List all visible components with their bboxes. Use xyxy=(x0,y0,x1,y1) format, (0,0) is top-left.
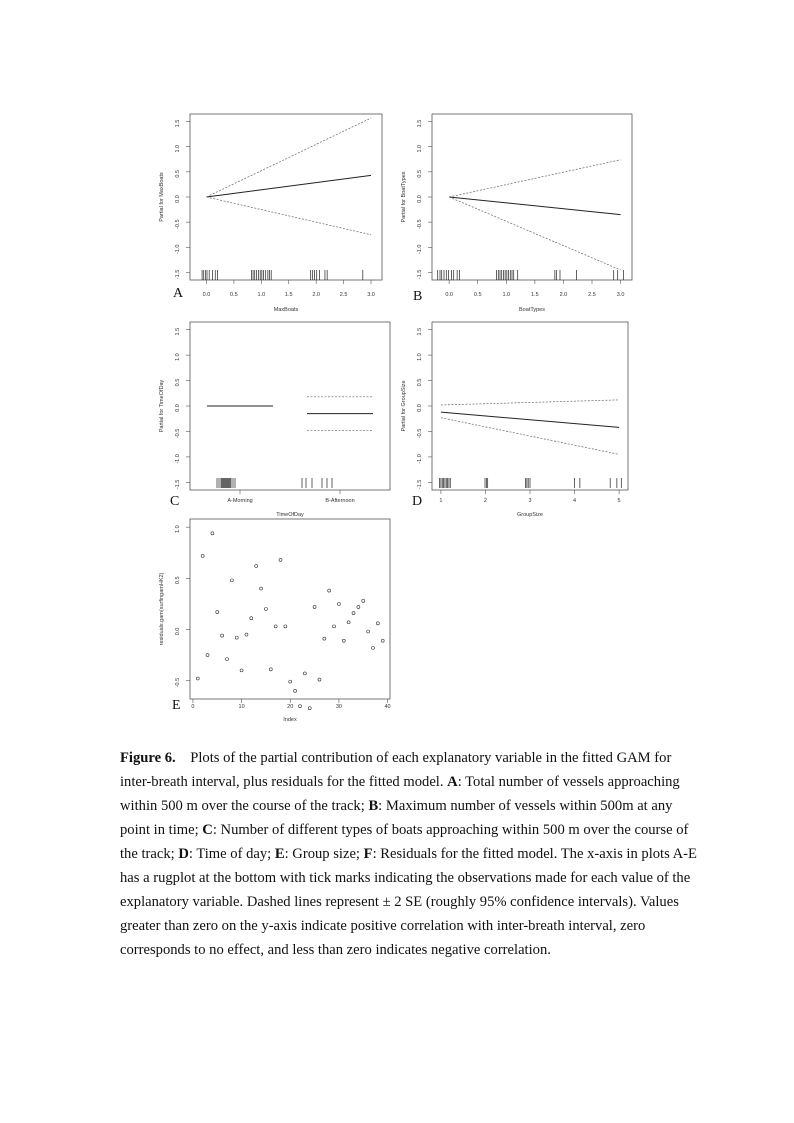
x-tick-label: A-Morning xyxy=(227,498,253,504)
x-axis-label: GroupSize xyxy=(517,512,543,518)
residual-point xyxy=(333,625,336,628)
x-tick-label: 0.5 xyxy=(230,292,238,298)
y-axis-label: Partial for GroupSize xyxy=(401,380,407,432)
y-tick-label: 1.5 xyxy=(175,327,181,336)
x-tick-label: 3 xyxy=(528,498,532,504)
figure-caption xyxy=(120,746,700,962)
x-tick-label: 1.0 xyxy=(257,292,266,298)
x-tick-label: 40 xyxy=(384,704,391,710)
y-tick-label: 0.0 xyxy=(417,404,423,412)
x-tick-label: 2.5 xyxy=(588,292,596,298)
y-tick-label: 0.5 xyxy=(175,170,181,178)
x-tick-label: 4 xyxy=(573,498,577,504)
residual-point xyxy=(347,621,350,624)
residual-point xyxy=(264,608,267,611)
residual-point xyxy=(274,625,277,628)
x-tick-label: 3.0 xyxy=(367,292,375,298)
x-tick-label: 5 xyxy=(617,498,621,504)
residual-point xyxy=(289,680,292,683)
confidence-band-line xyxy=(206,197,371,235)
plot-panel-b xyxy=(392,110,642,320)
residual-point xyxy=(352,612,355,615)
caption-text-f: : Residuals for the fitted model. The x-axis in plots A-E has a rugplot at the bottom with tick marks indicating the observations made for each value of the explanatory variable. Dashed lines represent ± 2 SE (roughly 95% confidence intervals). Values greater than zero on the y-axis indicate positive correlation with inter-breath interval, zero corresponds to no effect, and less than zero indicates negative correlation. xyxy=(120,846,697,958)
x-tick-label: 0 xyxy=(191,704,195,710)
residual-point xyxy=(303,672,306,675)
y-tick-label: 1.0 xyxy=(175,144,181,153)
y-tick-label: 1.0 xyxy=(417,144,423,153)
x-tick-label: B-Afternoon xyxy=(325,498,355,504)
x-tick-label: 1 xyxy=(439,498,443,504)
plot-frame xyxy=(432,322,628,490)
residual-point xyxy=(221,634,224,637)
x-axis-label: Index xyxy=(283,717,297,723)
caption-key-b: B xyxy=(368,798,379,814)
y-axis-label: Partial for BoatTypes xyxy=(401,171,407,223)
plot-svg xyxy=(150,318,400,523)
x-tick-label: 1.5 xyxy=(531,292,539,298)
residual-point xyxy=(225,658,228,661)
plot-svg xyxy=(150,515,400,727)
residual-point xyxy=(323,637,326,640)
y-tick-label: 1.5 xyxy=(417,327,423,336)
residual-point xyxy=(313,605,316,608)
fitted-effect-line xyxy=(449,197,620,215)
y-tick-label: 1.0 xyxy=(417,353,423,361)
panel-letter-b: B xyxy=(413,289,423,304)
residual-point xyxy=(284,625,287,628)
residual-point xyxy=(260,587,263,590)
caption-key-d: D xyxy=(178,846,189,862)
x-tick-label: 10 xyxy=(238,704,245,710)
x-tick-label: 0.0 xyxy=(202,292,211,298)
residual-point xyxy=(245,633,248,636)
x-tick-label: 2 xyxy=(483,498,487,504)
residual-point xyxy=(250,617,253,620)
x-tick-label: 20 xyxy=(287,704,294,710)
panel-letter-a: A xyxy=(173,286,184,301)
x-tick-label: 3.0 xyxy=(616,292,625,298)
caption-key-e: E xyxy=(274,846,285,862)
panel-letter-d: D xyxy=(412,494,423,509)
caption-paragraph xyxy=(120,746,700,962)
y-tick-label: -1.0 xyxy=(175,244,181,255)
confidence-band-line xyxy=(449,197,620,270)
x-tick-label: 2.5 xyxy=(339,292,348,298)
y-tick-label: 0.5 xyxy=(417,378,423,387)
y-axis-label: Partial for MaxBoats xyxy=(159,172,165,222)
caption-key-c: C xyxy=(202,822,213,838)
y-tick-label: -0.5 xyxy=(417,219,423,229)
plot-panel-d xyxy=(392,318,642,523)
residual-point xyxy=(381,639,384,642)
plot-panel-e xyxy=(150,515,400,727)
y-tick-label: -1.0 xyxy=(417,454,423,464)
caption-text-a: : Total number of vessels approaching within 500 m over the course of the track; xyxy=(120,774,680,814)
residual-point xyxy=(376,622,379,625)
y-tick-label: 0.0 xyxy=(175,195,181,203)
confidence-band-line xyxy=(441,400,619,405)
residual-point xyxy=(206,654,209,657)
residual-point xyxy=(318,678,321,681)
x-tick-label: 30 xyxy=(335,704,342,710)
caption-intro: Plots of the partial contribution of each explanatory variable in the fitted GAM for inter-breath interval, plus residuals for the fitted model. xyxy=(120,750,672,790)
y-tick-label: -1.0 xyxy=(417,244,423,255)
y-tick-label: -1.5 xyxy=(175,269,181,280)
x-axis-label: BoatTypes xyxy=(519,307,545,313)
residual-point xyxy=(235,636,238,639)
residual-point xyxy=(362,599,365,602)
x-tick-label: 1.5 xyxy=(284,292,293,298)
residual-point xyxy=(357,605,360,608)
plot-svg xyxy=(392,110,642,320)
plot-svg xyxy=(150,110,400,320)
fitted-effect-line xyxy=(206,175,371,197)
x-tick-label: 1.0 xyxy=(502,292,511,298)
fitted-effect-line xyxy=(441,412,619,427)
residual-point xyxy=(279,558,282,561)
caption-text-c: : Number of different types of boats approaching within 500 m over the course of the track; xyxy=(120,822,689,862)
plot-frame xyxy=(190,519,390,699)
caption-text-b: : Maximum number of vessels within 500m at any point in time; xyxy=(120,798,673,838)
x-tick-label: 2.0 xyxy=(312,292,320,298)
y-tick-label: -0.5 xyxy=(175,677,181,688)
y-tick-label: 0.0 xyxy=(175,404,181,412)
residual-point xyxy=(216,611,219,614)
plot-svg xyxy=(392,318,642,523)
residual-point xyxy=(240,669,243,672)
confidence-band-line xyxy=(441,418,619,455)
residual-point xyxy=(342,639,345,642)
y-axis-label: Partial for TimeOfDay xyxy=(159,379,165,433)
caption-key-f: F xyxy=(363,846,373,862)
residual-point xyxy=(367,630,370,633)
caption-text-d: : Time of day; xyxy=(188,846,275,862)
caption-key-a: A xyxy=(447,774,458,790)
residual-point xyxy=(255,565,258,568)
residual-point xyxy=(211,532,214,535)
x-axis-label: MaxBoats xyxy=(273,307,299,313)
y-tick-label: 0.5 xyxy=(417,170,423,178)
caption-label: Figure 6. xyxy=(120,750,176,766)
plot-frame xyxy=(432,114,632,280)
panel-letter-c: C xyxy=(170,494,180,509)
x-tick-label: 0.0 xyxy=(445,292,453,298)
y-tick-label: 1.5 xyxy=(175,119,181,128)
y-axis-label: residuals.gam(surfingamHK2) xyxy=(159,572,165,646)
y-tick-label: 0.0 xyxy=(175,627,181,636)
y-tick-label: -0.5 xyxy=(175,219,181,229)
residual-point xyxy=(308,707,311,710)
residual-point xyxy=(337,602,340,605)
x-axis-label: TimeOfDay xyxy=(276,512,304,518)
y-tick-label: -1.0 xyxy=(175,454,181,464)
caption-text-e: : Group size; xyxy=(284,846,364,862)
x-tick-label: 0.5 xyxy=(473,292,482,298)
plot-frame xyxy=(190,114,382,280)
residual-point xyxy=(328,589,331,592)
plot-panel-c xyxy=(150,318,400,523)
y-tick-label: 0.5 xyxy=(175,378,181,387)
y-tick-label: -0.5 xyxy=(417,428,423,439)
confidence-band-line xyxy=(206,118,371,197)
residual-point xyxy=(196,677,199,680)
plot-panel-a xyxy=(150,110,400,320)
y-tick-label: -0.5 xyxy=(175,428,181,439)
confidence-band-line xyxy=(449,160,620,197)
y-tick-label: 1.0 xyxy=(175,353,181,361)
residual-point xyxy=(269,668,272,671)
x-tick-label: 2.0 xyxy=(559,292,568,298)
y-tick-label: 0.0 xyxy=(417,195,423,203)
y-tick-label: -1.5 xyxy=(417,479,423,490)
y-tick-label: -1.5 xyxy=(417,269,423,280)
residual-point xyxy=(230,579,233,582)
residual-point xyxy=(371,646,374,649)
y-tick-label: 0.5 xyxy=(175,576,181,585)
panel-letter-e: E xyxy=(172,698,181,713)
residual-point xyxy=(298,705,301,708)
y-tick-label: 1.0 xyxy=(175,525,181,534)
y-tick-label: -1.5 xyxy=(175,479,181,490)
y-tick-label: 1.5 xyxy=(417,119,423,128)
residual-point xyxy=(201,554,204,557)
residual-point xyxy=(294,689,297,692)
